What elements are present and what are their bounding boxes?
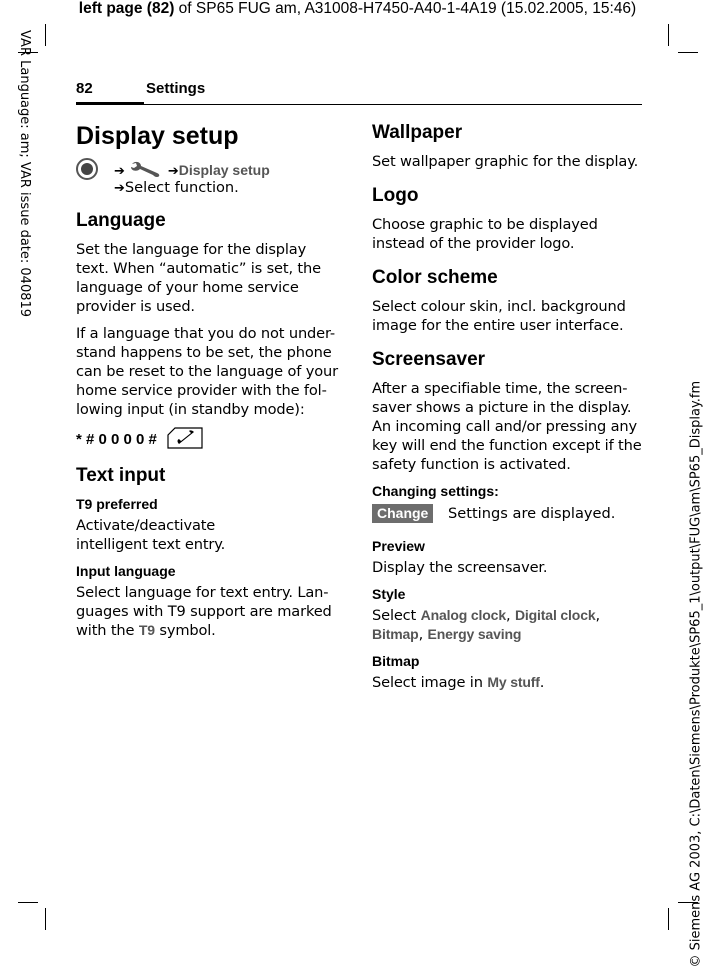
t9-preferred-text: Activate/deactivate intelligent text entry. bbox=[76, 517, 226, 553]
logo-text: Choose graphic to be displayed instead of the provider logo. bbox=[372, 216, 598, 252]
var-language-note: VAR Language: am; VAR issue date: 040819 bbox=[17, 30, 32, 318]
crop-mark-tr-h bbox=[678, 52, 698, 53]
language-heading: Language bbox=[76, 210, 166, 231]
t9-preferred-heading: T9 preferred bbox=[76, 496, 158, 512]
settings-wrench-icon bbox=[129, 160, 163, 178]
arrow-icon: ➔ bbox=[114, 164, 125, 179]
wallpaper-heading: Wallpaper bbox=[372, 122, 463, 143]
input-language-text bbox=[76, 583, 342, 640]
head-rule-thin bbox=[144, 104, 642, 105]
logo-heading: Logo bbox=[372, 185, 419, 206]
input-language-text-a: Select language for text entry. Lan-guages with T9 support are marked with the bbox=[76, 584, 332, 639]
my-stuff-menu-item: My stuff bbox=[487, 674, 540, 690]
crop-mark-br-v bbox=[668, 908, 669, 930]
change-softkey[interactable]: Change bbox=[372, 504, 433, 523]
t9-symbol: T9 bbox=[138, 622, 155, 638]
screensaver-text: After a specifiable time, the screen-saver shows a picture in the display. An incoming call and/or pressing any key will end the function except if the safety function is activated. bbox=[372, 380, 642, 473]
right-column bbox=[372, 120, 642, 700]
crop-mark-bl-v bbox=[45, 908, 46, 930]
instruction-text: Select function. bbox=[124, 179, 239, 196]
style-separator: , bbox=[418, 626, 428, 643]
screensaver-heading: Screensaver bbox=[372, 349, 486, 370]
language-para-1: Set the language for the display text. When “automatic” is set, the language of your home service provider is used. bbox=[76, 241, 321, 315]
style-option-bitmap: Bitmap bbox=[372, 626, 419, 642]
style-separator: , bbox=[505, 607, 515, 624]
call-key-icon bbox=[165, 427, 205, 449]
style-option-analog-clock: Analog clock bbox=[420, 607, 506, 623]
menu-path-instruction bbox=[114, 179, 239, 198]
text-input-heading: Text input bbox=[76, 465, 166, 486]
bitmap-suffix: . bbox=[539, 674, 545, 691]
navigation-key-icon bbox=[76, 158, 98, 180]
language-para-2: If a language that you do not under-stand happens to be set, the phone can be reset to the language of your home service provider with the fol-lowing input (in standby mode): bbox=[76, 325, 338, 418]
crop-mark-bl-h bbox=[18, 902, 38, 903]
running-head bbox=[76, 80, 642, 108]
bitmap-prefix: Select image in bbox=[372, 674, 488, 691]
input-language-text-b: symbol. bbox=[154, 622, 216, 639]
menu-path-row bbox=[114, 160, 270, 181]
style-option-energy-saving: Energy saving bbox=[427, 626, 522, 642]
reset-code bbox=[76, 427, 342, 451]
crop-mark-tl-v bbox=[45, 24, 46, 46]
side-text-right bbox=[688, 380, 704, 968]
side-text-left bbox=[16, 30, 32, 350]
change-softkey-row bbox=[372, 503, 642, 527]
preview-heading: Preview bbox=[372, 538, 425, 554]
section-title: Settings bbox=[146, 80, 206, 97]
style-separator: , bbox=[595, 607, 600, 624]
style-heading: Style bbox=[372, 586, 406, 602]
wallpaper-text: Set wallpaper graphic for the display. bbox=[372, 153, 639, 170]
menu-path bbox=[76, 156, 342, 196]
change-softkey-description: Settings are displayed. bbox=[448, 505, 616, 522]
preview-text: Display the screensaver. bbox=[372, 559, 548, 576]
print-header-page: left page (82) bbox=[78, 0, 175, 17]
print-header-info: of SP65 FUG am, A31008-H7450-A40-1-4A19 (15.02.2005, 15:46) bbox=[174, 0, 637, 17]
copyright-path-note: © Siemens AG 2003, C:\Daten\Siemens\Produkte\SP65_1\output\FUG\am\SP65_Display.fm bbox=[688, 380, 704, 968]
input-language-heading: Input language bbox=[76, 563, 176, 579]
arrow-icon: ➔ bbox=[114, 181, 125, 196]
page-title: Display setup bbox=[76, 122, 239, 150]
reset-code-text: * # 0 0 0 0 # bbox=[76, 431, 157, 448]
arrow-icon: ➔ bbox=[167, 164, 179, 179]
style-option-digital-clock: Digital clock bbox=[514, 607, 596, 623]
head-rule-thick bbox=[76, 102, 144, 105]
print-header bbox=[0, 0, 715, 18]
bitmap-text bbox=[372, 673, 642, 692]
color-scheme-heading: Color scheme bbox=[372, 267, 498, 288]
bitmap-heading: Bitmap bbox=[372, 653, 420, 669]
changing-settings-heading: Changing settings: bbox=[372, 483, 499, 499]
page-number: 82 bbox=[76, 80, 93, 97]
menu-item-display-setup: Display setup bbox=[178, 162, 270, 178]
style-prefix: Select bbox=[372, 607, 421, 624]
crop-mark-tr-v bbox=[668, 24, 669, 46]
style-text bbox=[372, 606, 642, 644]
color-scheme-text: Select colour skin, incl. background image for the entire user interface. bbox=[372, 298, 626, 334]
left-column bbox=[76, 118, 342, 648]
